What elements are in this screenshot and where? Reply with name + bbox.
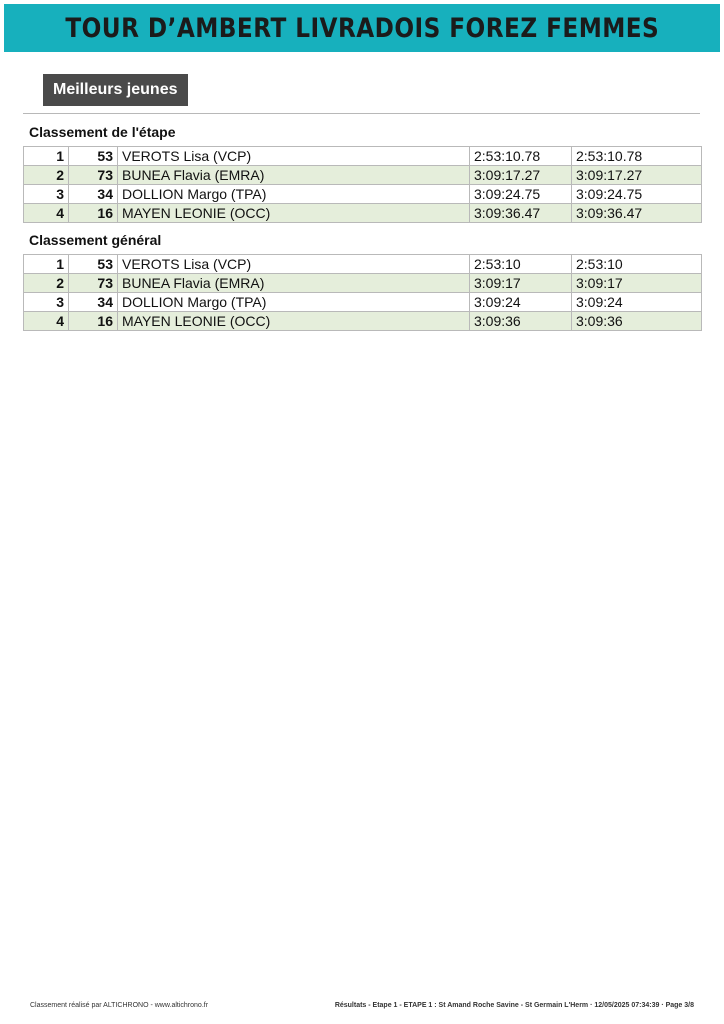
bib-cell: 53 <box>69 255 118 274</box>
table-row <box>24 204 702 223</box>
general-ranking-table <box>23 254 702 331</box>
time2-cell: 3:09:17 <box>572 274 702 293</box>
bib-cell: 16 <box>69 312 118 331</box>
rank-cell: 2 <box>24 166 69 185</box>
divider <box>23 113 700 114</box>
rider-cell: DOLLION Margo (TPA) <box>118 293 470 312</box>
time2-cell: 3:09:36.47 <box>572 204 702 223</box>
race-title: TOUR D’AMBERT LIVRADOIS FOREZ FEMMES <box>65 12 659 44</box>
bib-cell: 34 <box>69 185 118 204</box>
general-ranking-heading: Classement général <box>29 232 162 248</box>
bib-cell: 16 <box>69 204 118 223</box>
time-cell: 2:53:10.78 <box>470 147 572 166</box>
table-row <box>24 147 702 166</box>
header-banner <box>4 4 720 52</box>
bib-cell: 73 <box>69 166 118 185</box>
rank-cell: 2 <box>24 274 69 293</box>
table-row <box>24 312 702 331</box>
rider-cell: MAYEN LEONIE (OCC) <box>118 204 470 223</box>
rank-cell: 4 <box>24 204 69 223</box>
time-cell: 3:09:17.27 <box>470 166 572 185</box>
table-row <box>24 293 702 312</box>
time2-cell: 3:09:17.27 <box>572 166 702 185</box>
bib-cell: 53 <box>69 147 118 166</box>
rank-cell: 1 <box>24 147 69 166</box>
time2-cell: 2:53:10 <box>572 255 702 274</box>
rank-cell: 3 <box>24 293 69 312</box>
time-cell: 3:09:24 <box>470 293 572 312</box>
rank-cell: 3 <box>24 185 69 204</box>
time2-cell: 3:09:36 <box>572 312 702 331</box>
table-row <box>24 274 702 293</box>
time2-cell: 3:09:24 <box>572 293 702 312</box>
time2-cell: 2:53:10.78 <box>572 147 702 166</box>
time-cell: 3:09:36.47 <box>470 204 572 223</box>
rider-cell: BUNEA Flavia (EMRA) <box>118 166 470 185</box>
time2-cell: 3:09:24.75 <box>572 185 702 204</box>
stage-ranking-table <box>23 146 702 223</box>
footer-credit: Classement réalisé par ALTICHRONO - www.altichrono.fr <box>30 1002 209 1009</box>
footer-page-info: Résultats - Etape 1 - ETAPE 1 : St Amand Roche Savine - St Germain L'Herm · 12/05/2025 07:34:39 · Page 3/8 <box>334 1002 694 1009</box>
rider-cell: VEROTS Lisa (VCP) <box>118 255 470 274</box>
rider-cell: BUNEA Flavia (EMRA) <box>118 274 470 293</box>
time-cell: 2:53:10 <box>470 255 572 274</box>
bib-cell: 73 <box>69 274 118 293</box>
table-row <box>24 255 702 274</box>
rider-cell: MAYEN LEONIE (OCC) <box>118 312 470 331</box>
table-row <box>24 185 702 204</box>
bib-cell: 34 <box>69 293 118 312</box>
stage-ranking-heading: Classement de l'étape <box>29 124 176 140</box>
table-row <box>24 166 702 185</box>
time-cell: 3:09:24.75 <box>470 185 572 204</box>
section-title: Meilleurs jeunes <box>43 74 188 106</box>
rider-cell: DOLLION Margo (TPA) <box>118 185 470 204</box>
rank-cell: 4 <box>24 312 69 331</box>
rider-cell: VEROTS Lisa (VCP) <box>118 147 470 166</box>
rank-cell: 1 <box>24 255 69 274</box>
time-cell: 3:09:36 <box>470 312 572 331</box>
time-cell: 3:09:17 <box>470 274 572 293</box>
